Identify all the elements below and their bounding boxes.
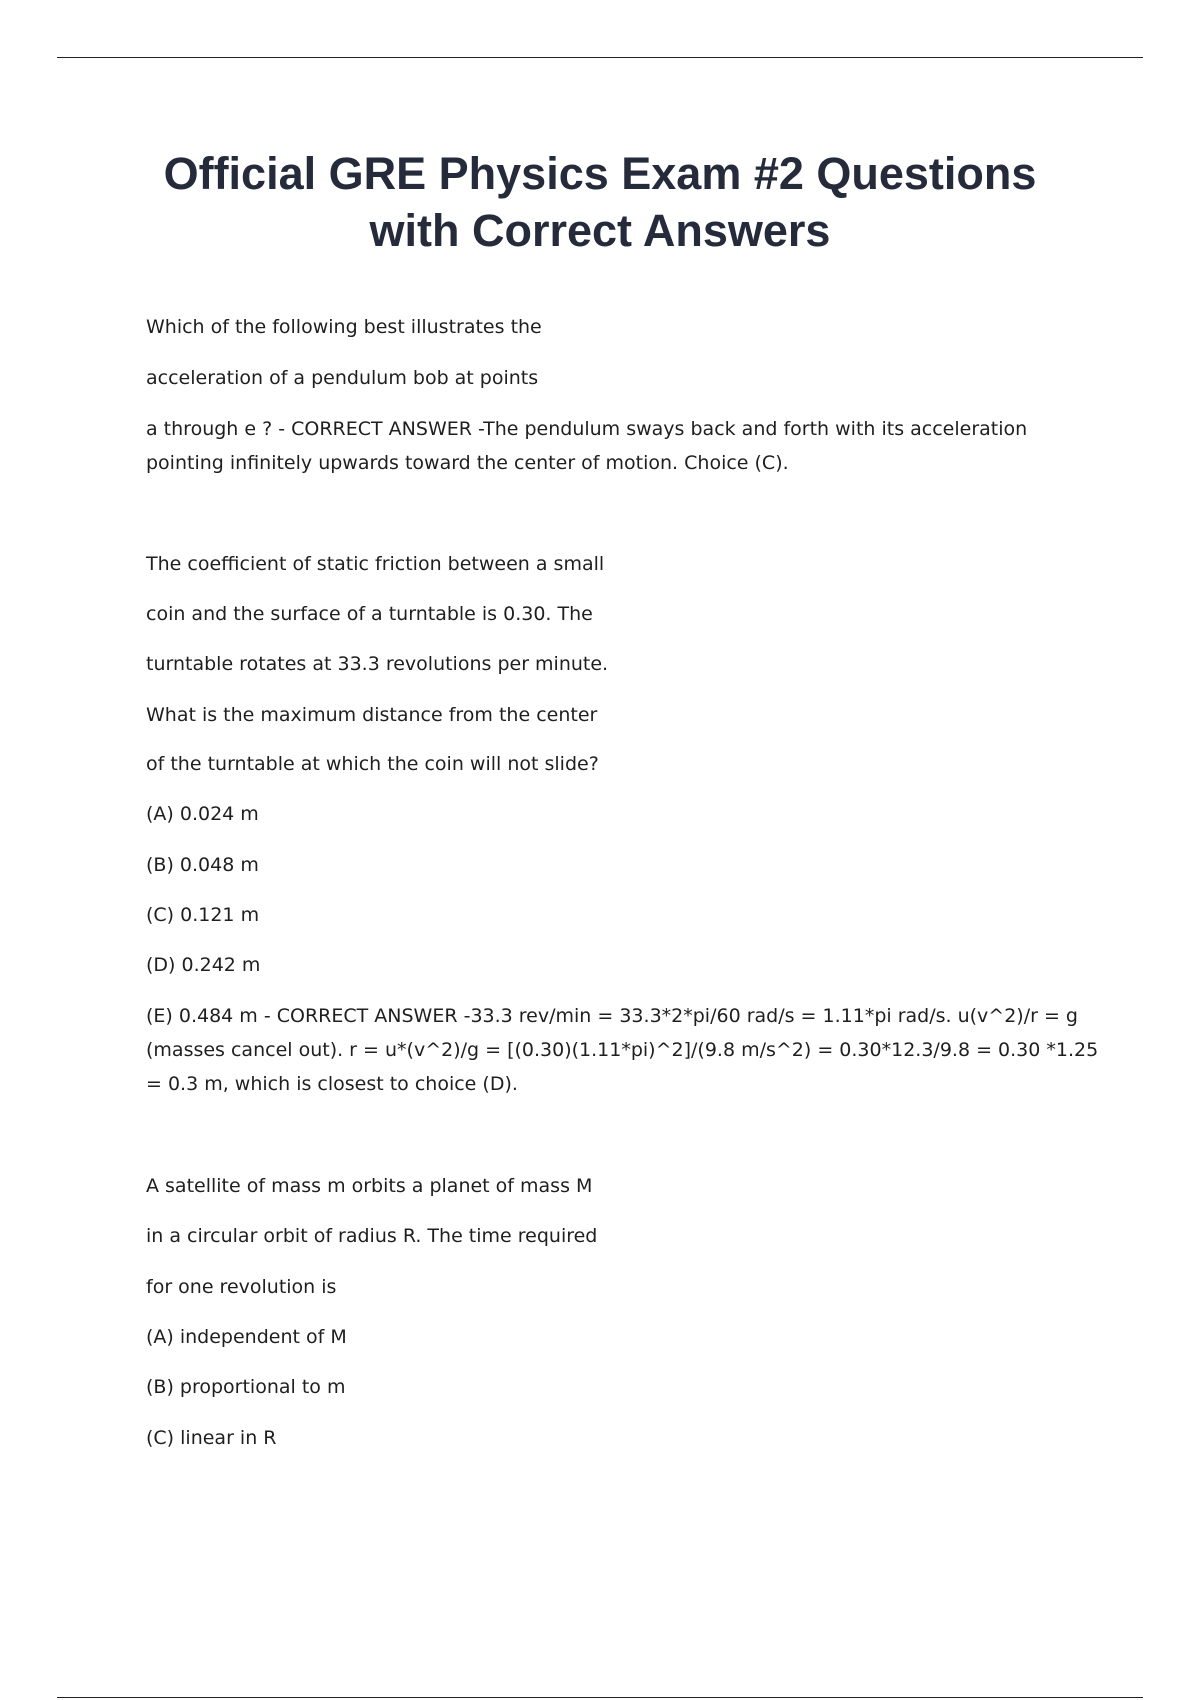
question-1-line-2: acceleration of a pendulum bob at points (146, 367, 539, 389)
question-3-option-b: (B) proportional to m (146, 1376, 346, 1398)
question-3-line-3: for one revolution is (146, 1276, 337, 1298)
question-1-answer: a through e ? - CORRECT ANSWER -The pendulum sways back and forth with its acceleration pointing infinitely upwards toward the center of motion. Choice (C). (146, 418, 1028, 474)
question-3-line-2: in a circular orbit of radius R. The time required (146, 1225, 598, 1247)
question-2-option-a: (A) 0.024 m (146, 803, 259, 825)
question-3-option-c: (C) linear in R (146, 1427, 277, 1449)
top-rule (57, 57, 1143, 58)
question-2-line-1: The coefficient of static friction between a small (146, 553, 605, 575)
question-1-line-1: Which of the following best illustrates the (146, 316, 542, 338)
question-2-answer: (E) 0.484 m - CORRECT ANSWER -33.3 rev/min = 33.3*2*pi/60 rad/s = 1.11*pi rad/s. u(v^2)/r = g (masses cancel out). r = u*(v^2)/g = [(0.30)(1.11*pi)^2]/(9.8 m/s^2) = 0.30*12.3/9.8 = 0.30 *1.25 = 0.3 m, which is closest to choice (D). (146, 1005, 1099, 1095)
question-2-option-b: (B) 0.048 m (146, 854, 259, 876)
document-title (100, 145, 1100, 259)
question-2-line-5: of the turntable at which the coin will not slide? (146, 753, 599, 775)
title-line-1: Official GRE Physics Exam #2 Questions (163, 148, 1037, 199)
question-2-option-c: (C) 0.121 m (146, 904, 260, 926)
bottom-rule (57, 1697, 1143, 1698)
title-line-2: with Correct Answers (369, 205, 831, 256)
question-3-option-a: (A) independent of M (146, 1326, 347, 1348)
question-2-line-2: coin and the surface of a turntable is 0.30. The (146, 603, 593, 625)
question-2-line-4: What is the maximum distance from the center (146, 704, 598, 726)
question-3-line-1: A satellite of mass m orbits a planet of mass M (146, 1175, 593, 1197)
question-2-option-d: (D) 0.242 m (146, 954, 261, 976)
question-2-line-3: turntable rotates at 33.3 revolutions per minute. (146, 653, 609, 675)
